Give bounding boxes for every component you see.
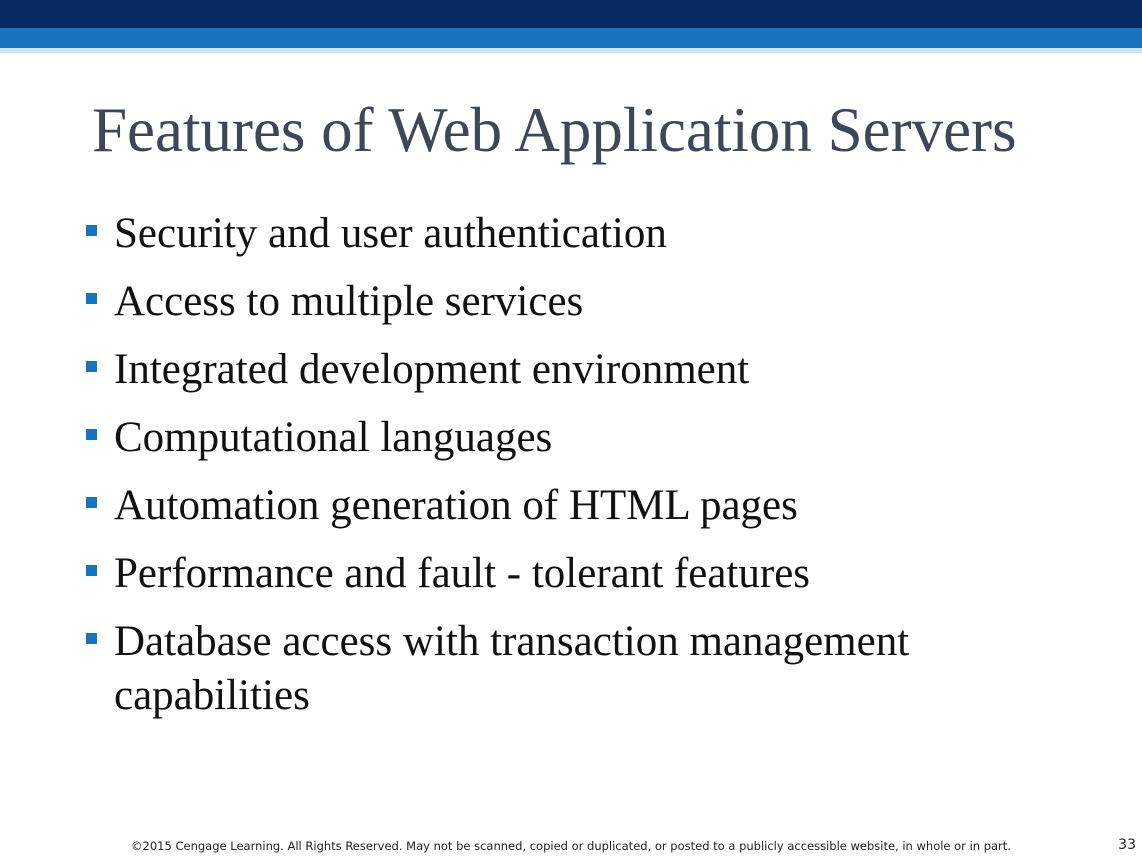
- bullet-text: Access to multiple services: [114, 278, 584, 325]
- square-bullet-icon: [86, 633, 97, 644]
- slide-number: 33: [1118, 837, 1136, 853]
- bullet-text: Automation generation of HTML pages: [114, 482, 798, 529]
- bullet-text: Computational languages: [114, 414, 553, 461]
- bullet-item: [84, 615, 1064, 723]
- bullet-item: [84, 343, 1064, 397]
- header-band-dark: [0, 0, 1142, 28]
- bullet-item: [84, 411, 1064, 465]
- header-band-blue: [0, 28, 1142, 48]
- square-bullet-icon: [86, 497, 97, 508]
- header-band-light: [0, 48, 1142, 53]
- square-bullet-icon: [86, 565, 97, 576]
- square-bullet-icon: [86, 361, 97, 372]
- bullet-item: [84, 479, 1064, 533]
- bullet-item: [84, 207, 1064, 261]
- square-bullet-icon: [86, 225, 97, 236]
- bullet-text: Database access with transaction management capabilities: [114, 618, 910, 719]
- bullet-text: Security and user authentication: [114, 210, 667, 257]
- footer-copyright: ©2015 Cengage Learning. All Rights Reserved. May not be scanned, copied or duplicated, or posted to a publicly accessible website, in whole or in part.: [131, 839, 1011, 853]
- slide-title: Features of Web Application Servers: [92, 95, 1017, 165]
- bullet-list: [84, 207, 1064, 737]
- square-bullet-icon: [86, 429, 97, 440]
- bullet-text: Performance and fault - tolerant features: [114, 550, 811, 597]
- square-bullet-icon: [86, 293, 97, 304]
- bullet-text: Integrated development environment: [114, 346, 750, 393]
- bullet-item: [84, 275, 1064, 329]
- bullet-item: [84, 547, 1064, 601]
